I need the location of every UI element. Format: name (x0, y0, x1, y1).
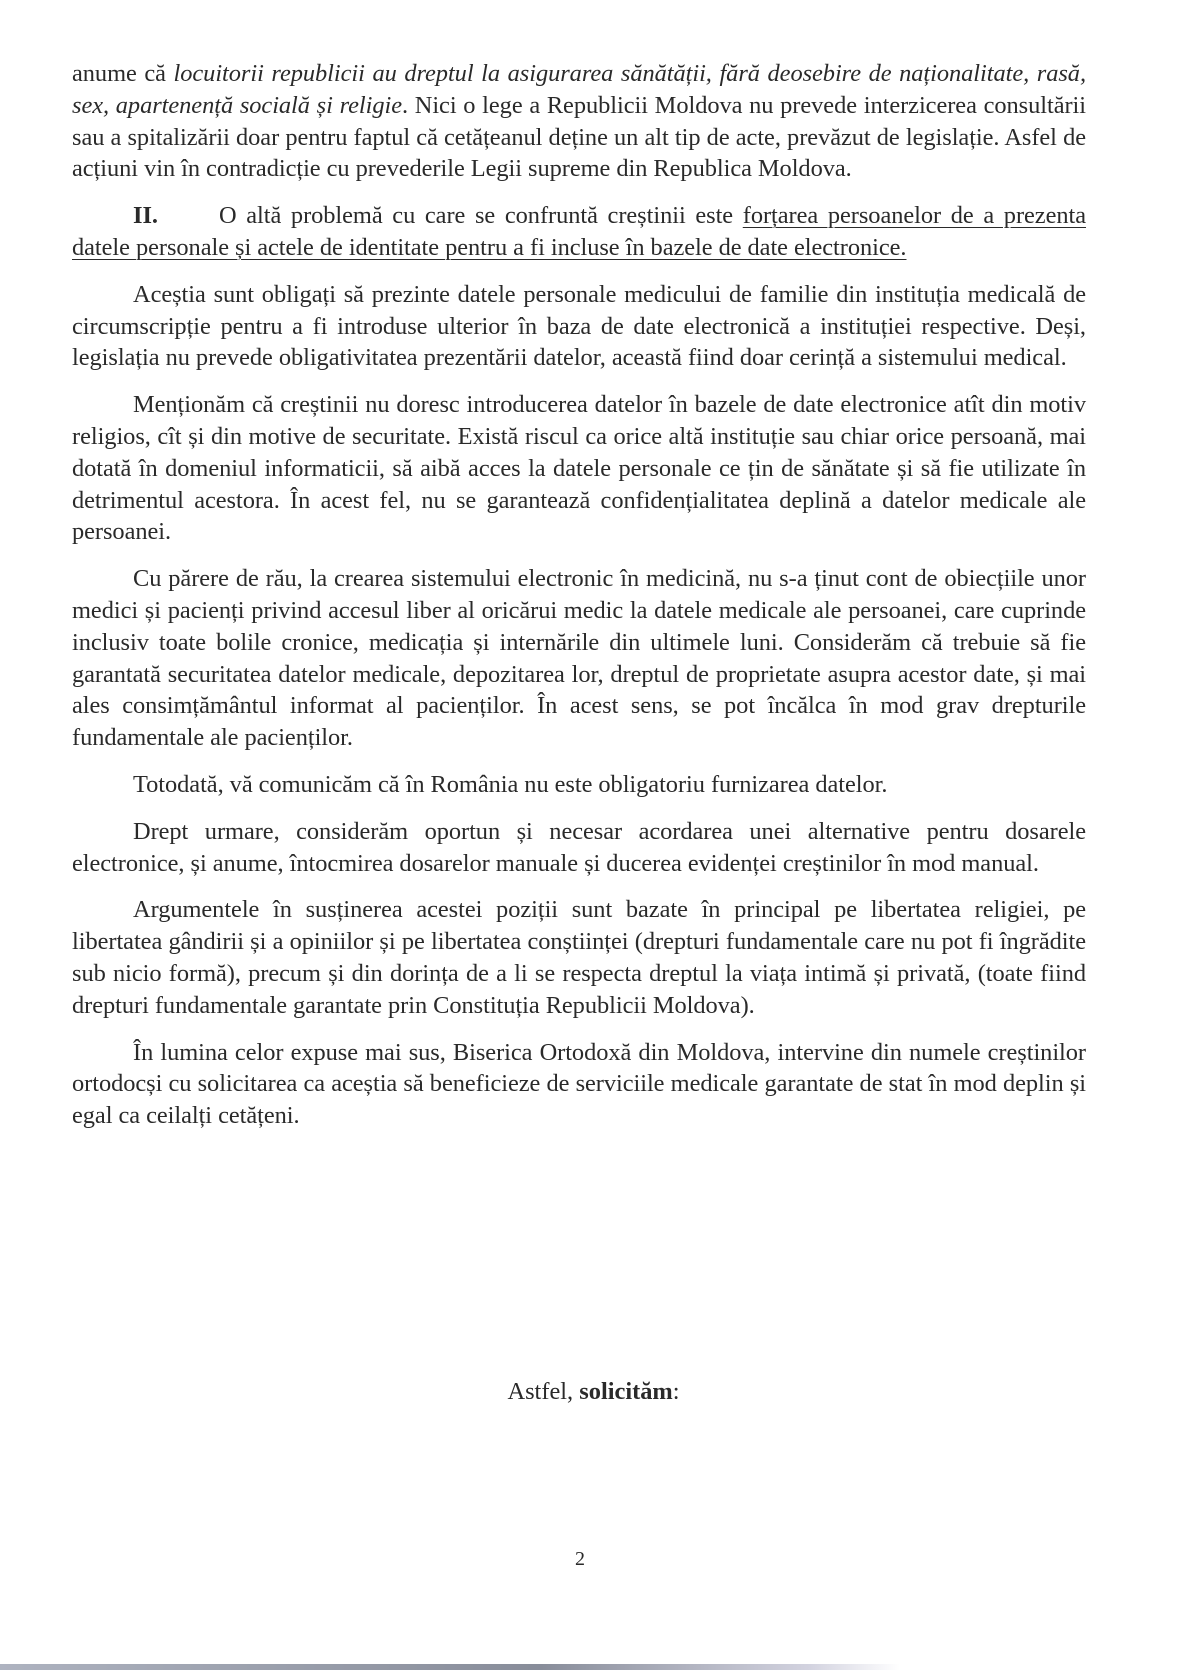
para1-rest: . Nici o lege a Republicii Moldova nu prevede interzicerea consultării sau a spitalizării doar pentru faptul că cetățeanul deține un alt tip de acte, prevăzut de legislație. Asfel de acțiuni vin în contradicție cu prevederile Legii supreme din Republica Moldova. (72, 91, 1086, 183)
paragraph-security: Menționăm că creștinii nu doresc introducerea datelor în bazele de date electronice atît din motiv religios, cît și din motive de securitate. Există riscul ca orice altă instituție sau chiar orice persoană, mai dotată în domeniul informaticii, să aibă acces la datele personale ce țin de sănătate și să fie utilizate în detrimentul acestora. În acest fel, nu se garantează confidențialitatea deplină a datelor medicale ale persoanei. (72, 391, 1086, 546)
request-heading (0, 1378, 1187, 1406)
document-page (72, 58, 1086, 1147)
paragraph-alternative: Drept urmare, considerăm oportun și necesar acordarea unei alternative pentru dosarele electronice, și anume, întocmirea dosarelor manuale și ducerea evidenței creștinilor în mod manual. (72, 817, 1086, 877)
para2-underlined: forțarea persoanelor de a prezenta datele personale și actele de identitate pentru a fi incluse în bazele de date electronice. (72, 202, 1087, 261)
paragraph-arguments: Argumentele în susținerea acestei poziții sunt bazate în principal pe libertatea religiei, pe libertatea gândirii și a opiniilor și pe libertatea conștiinței (drepturi fundamentale care nu pot fi îngrădite sub nicio formă), precum și din dorința de a li se respecta dreptul la viața intimă și privată, (toate fiind drepturi fundamentale garantate prin Constituția Republicii Moldova). (72, 896, 1086, 1019)
para2-lead: O altă problemă cu care se confruntă creștinii este (219, 202, 743, 230)
paragraph-electronic-system: Cu părere de rău, la crearea sistemului electronic în medicină, nu s-a ținut cont de obiecțiile unor medici și pacienți privind accesul liber al oricărui medic la datele medicale ale persoanei, care cuprinde inclusiv toate bolile cronice, medicația și internările din ultimele luni. Considerăm că trebuie să fie garantată securitatea datelor medicale, depozitarea lor, dreptul de proprietate asupra acestor date, și mai ales consimțământul informat al pacienților. În acest sens, se pot încălca în mod grav drepturile fundamentale ale pacienților. (72, 565, 1086, 752)
request-bold: solicităm (579, 1378, 673, 1405)
section-numeral: II. (133, 202, 158, 230)
paragraph-conclusion: În lumina celor expuse mai sus, Biserica Ortodoxă din Moldova, intervine din numele creștinilor ortodocși cu solicitarea ca aceștia să beneficieze de serviciile medicale garantate de stat în mod deplin și egal ca ceilalți cetățeni. (72, 1038, 1086, 1130)
para1-italic-quote: locuitorii republicii au dreptul la asigurarea sănătății, fără deosebire de naționalitate, rasă, sex, apartenență socială și religie (72, 60, 1086, 119)
request-lead: Astfel, (507, 1378, 580, 1405)
paragraph-section-ii (72, 200, 1086, 264)
paragraph-constitution-quote (72, 58, 1086, 185)
para1-lead: anume că (72, 60, 174, 87)
paragraph-romania: Totodată, vă comunicăm că în România nu este obligatoriu furnizarea datelor. (133, 770, 888, 798)
request-tail: : (672, 1378, 680, 1405)
page-number: 2 (575, 1548, 585, 1570)
paragraph-obligated: Aceștia sunt obligați să prezinte datele personale medicului de familie din instituția medicală de circumscripție pentru a fi introduse ulterior în baza de date electronică a instituției respective. Deși, legislația nu prevede obligativitatea prezentării datelor, această fiind doar cerință a sistemului medical. (72, 280, 1086, 372)
scan-edge-artifact (0, 1664, 900, 1670)
